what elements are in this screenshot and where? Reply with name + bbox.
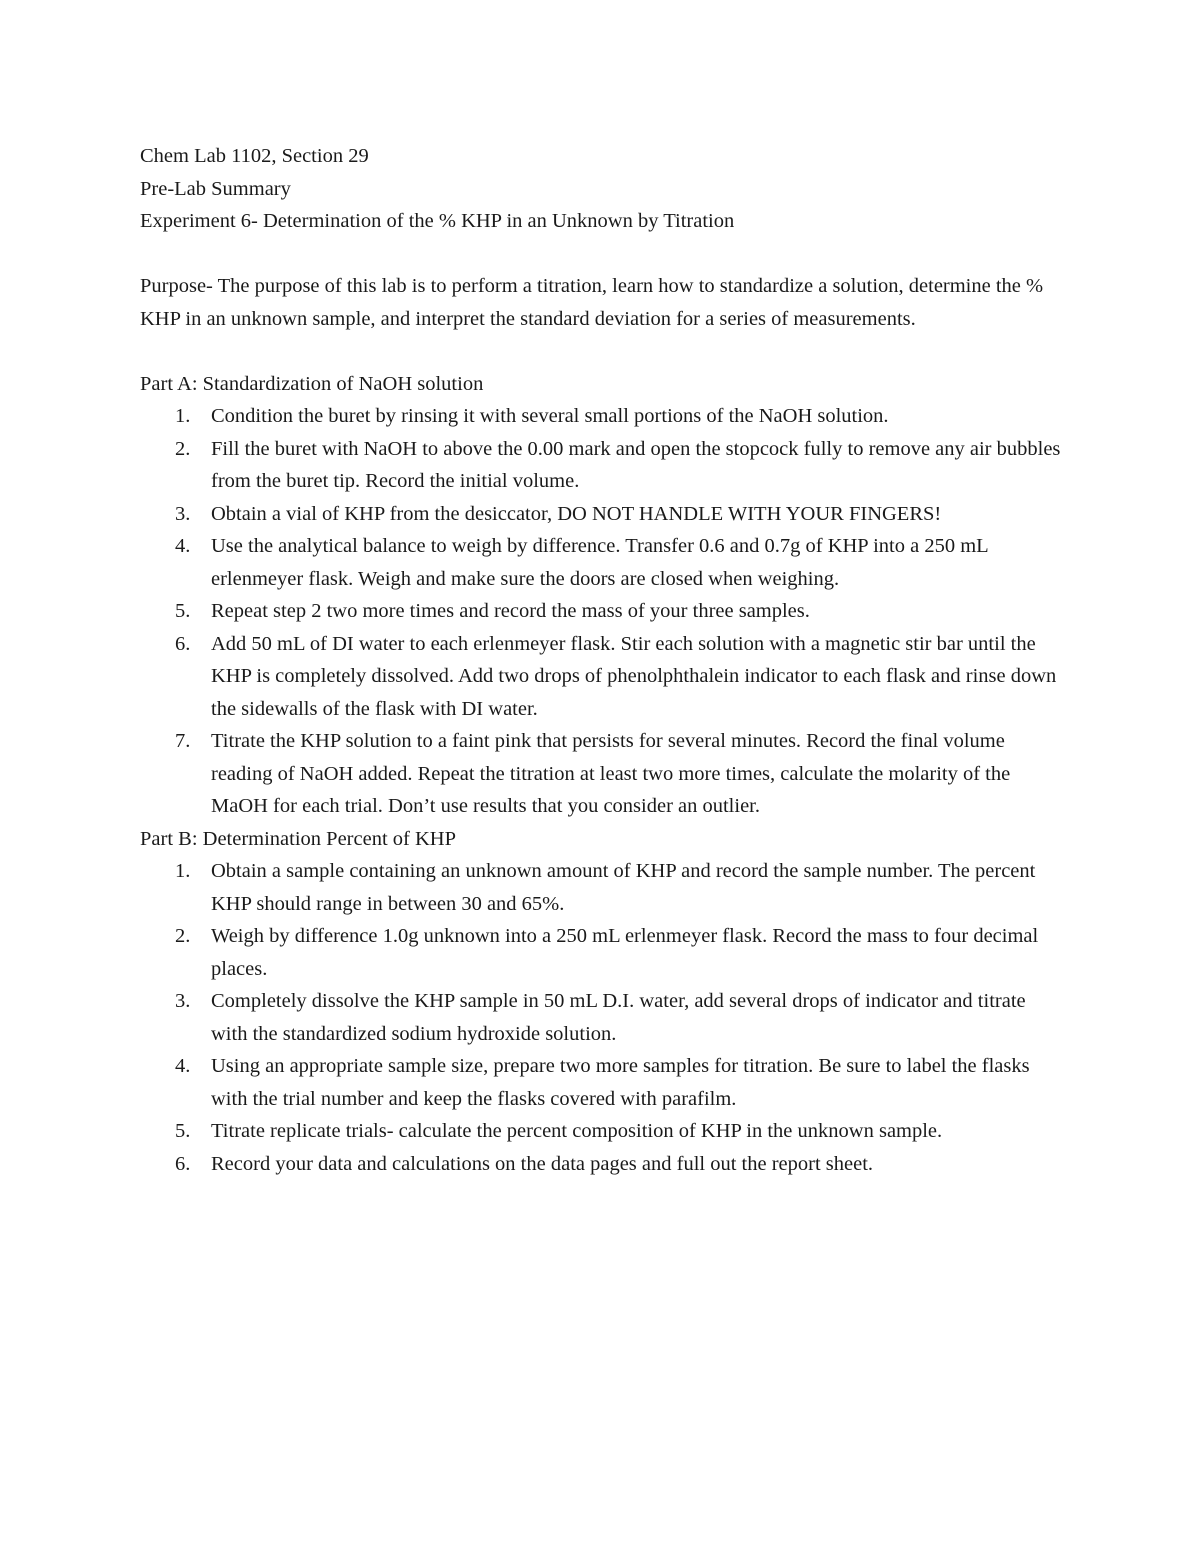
part-a-steps [140,400,1065,823]
list-item [140,498,1061,531]
list-item [140,920,1061,985]
step-text: Condition the buret by rinsing it with several small portions of the NaOH solution. [211,405,889,427]
course-line: Chem Lab 1102, Section 29 [140,145,369,167]
step-number: 3. [175,990,191,1012]
step-text: Obtain a vial of KHP from the desiccator, DO NOT HANDLE WITH YOUR FINGERS! [211,502,942,525]
step-number: 2. [175,437,191,460]
step-text: Titrate replicate trials- calculate the percent composition of KHP in the unknown sample. [211,1120,943,1142]
step-number: 3. [175,502,191,525]
step-text: Obtain a sample containing an unknown amount of KHP and record the sample number. The percent KHP should range in between 30 and 65%. [211,860,1036,915]
step-text: Use the analytical balance to weigh by difference. Transfer 0.6 and 0.7g of KHP into a 250 mL erlenmeyer flask. Weigh and make sure the doors are closed when weighing. [211,535,988,590]
list-item [140,725,1061,823]
step-text: Using an appropriate sample size, prepare two more samples for titration. Be sure to label the flasks with the trial number and keep the flasks covered with parafilm. [211,1055,1030,1110]
list-item [140,1115,1061,1148]
step-number: 5. [175,600,191,622]
step-number: 6. [175,1152,191,1175]
purpose-paragraph: Purpose- The purpose of this lab is to perform a titration, learn how to standardize a solution, determine the % KHP in an unknown sample, and interpret the standard deviation for a series of measurements. [140,275,1044,330]
part-b-title: Part B: Determination Percent of KHP [140,827,456,850]
step-text: Fill the buret with NaOH to above the 0.00 mark and open the stopcock fully to remove any air bubbles from the buret tip. Record the initial volume. [211,437,1061,492]
list-item [140,433,1061,498]
step-text: Record your data and calculations on the data pages and full out the report sheet. [211,1152,874,1175]
step-text: Weigh by difference 1.0g unknown into a 250 mL erlenmeyer flask. Record the mass to four decimal places. [211,925,1039,980]
list-item [140,400,1061,433]
step-number: 4. [175,535,191,557]
step-number: 7. [175,730,191,752]
step-text: Repeat step 2 two more times and record the mass of your three samples. [211,600,810,622]
part-a-title: Part A: Standardization of NaOH solution [140,372,484,395]
step-number: 1. [175,405,191,427]
list-item [140,530,1061,595]
list-item [140,595,1061,628]
step-number: 2. [175,925,191,947]
step-number: 4. [175,1055,191,1077]
step-text: Add 50 mL of DI water to each erlenmeyer flask. Stir each solution with a magnetic stir bar until the KHP is completely dissolved. Add two drops of phenolphthalein indicator to each flask and rinse down the sidewalls of the flask with DI water. [211,632,1057,720]
document-page [140,140,1065,1180]
spacer [140,335,1065,368]
step-text: Titrate the KHP solution to a faint pink that persists for several minutes. Record the final volume reading of NaOH added. Repeat the titration at least two more times, calculate the molarity of the MaOH for each trial. Don’t use results that you consider an outlier. [211,730,1011,817]
step-number: 5. [175,1120,191,1142]
list-item [140,1050,1061,1115]
list-item [140,855,1061,920]
experiment-title: Experiment 6- Determination of the % KHP in an Unknown by Titration [140,210,735,232]
list-item [140,985,1061,1050]
spacer [140,238,1065,271]
part-b-steps [140,855,1065,1180]
list-item [140,628,1061,726]
doc-type-line: Pre-Lab Summary [140,177,291,200]
step-number: 6. [175,632,191,655]
step-text: Completely dissolve the KHP sample in 50 mL D.I. water, add several drops of indicator and titrate with the standardized sodium hydroxide solution. [211,990,1026,1045]
step-number: 1. [175,860,191,882]
list-item [140,1148,1061,1181]
